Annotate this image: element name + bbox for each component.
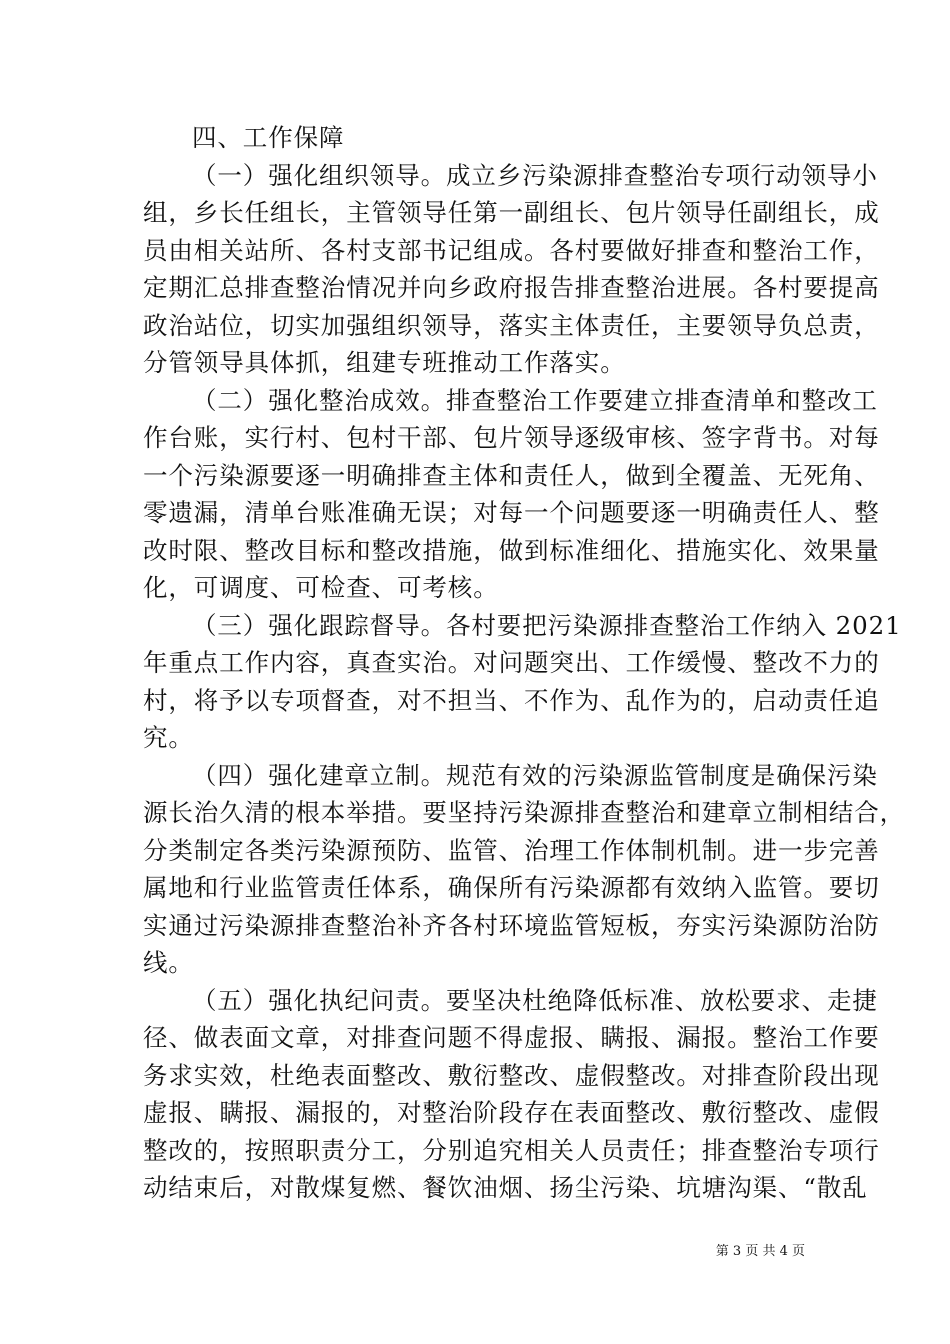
paragraph-line: 线。 (143, 948, 194, 977)
paragraph-line: （四）强化建章立制。规范有效的污染源监管制度是确保污染 (192, 760, 878, 790)
paragraph-line: 化，可调度、可检查、可考核。 (143, 573, 499, 602)
paragraph-line: 定期汇总排查整治情况并向乡政府报告排查整治进展。各村要提高 (143, 273, 880, 302)
paragraph-line: 分类制定各类污染源预防、监管、治理工作体制机制。进一步完善 (143, 835, 880, 865)
paragraph-line: 年重点工作内容，真查实治。对问题突出、工作缓慢、整改不力的 (143, 648, 880, 677)
paragraph-line: 村，将予以专项督查，对不担当、不作为、乱作为的，启动责任追 (143, 685, 880, 715)
paragraph-line: （一）强化组织领导。成立乡污染源排查整治专项行动领导小 (192, 160, 878, 190)
document-body (143, 119, 905, 1207)
paragraph-line: 动结束后，对散煤复燃、餐饮油烟、扬尘污染、坑塘沟渠、“散乱 (143, 1173, 868, 1202)
paragraph-line: 实通过污染源排查整治补齐各村环境监管短板，夯实污染源防治防 (143, 910, 880, 940)
page-number-footer: 第 3 页 共 4 页 (715, 1244, 805, 1259)
paragraph-line: （五）强化执纪问责。要坚决杜绝降低标准、放松要求、走捷 (192, 985, 878, 1015)
paragraph-line: 径、做表面文章，对排查问题不得虚报、瞒报、漏报。整治工作要 (143, 1023, 880, 1052)
paragraph-line: 整改的，按照职责分工，分别追究相关人员责任；排查整治专项行 (143, 1135, 880, 1165)
paragraph-line: （二）强化整治成效。排查整治工作要建立排查清单和整改工 (192, 385, 878, 415)
paragraph-line: 员由相关站所、各村支部书记组成。各村要做好排查和整治工作， (143, 235, 880, 265)
paragraph-line: 虚报、瞒报、漏报的，对整治阶段存在表面整改、敷衍整改、虚假 (143, 1098, 880, 1127)
paragraph-line: 零遗漏，清单台账准确无误；对每一个问题要逐一明确责任人、整 (143, 498, 880, 527)
paragraph-line: 务求实效，杜绝表面整改、敷衍整改、虚假整改。对排查阶段出现 (143, 1060, 880, 1090)
paragraph-line: 属地和行业监管责任体系，确保所有污染源都有效纳入监管。要切 (143, 873, 880, 902)
paragraph-line: 究。 (143, 723, 194, 752)
paragraph-line: 改时限、整改目标和整改措施，做到标准细化、措施实化、效果量 (143, 535, 880, 565)
paragraph-line: （三）强化跟踪督导。各村要把污染源排查整治工作纳入 2021 (192, 610, 902, 640)
paragraph-line: 组，乡长任组长，主管领导任第一副组长、包片领导任副组长，成 (143, 198, 880, 227)
paragraph-line: 源长治久清的根本举措。要坚持污染源排查整治和建章立制相结合， (143, 798, 905, 827)
paragraph-line: 政治站位，切实加强组织领导，落实主体责任，主要领导负总责， (143, 310, 880, 340)
paragraph-line: 分管领导具体抓，组建专班推动工作落实。 (143, 348, 626, 377)
section-heading: 四、工作保障 (192, 123, 345, 152)
paragraph-line: 作台账，实行村、包村干部、包片领导逐级审核、签字背书。对每 (143, 423, 880, 452)
paragraph-line: 一个污染源要逐一明确排查主体和责任人，做到全覆盖、无死角、 (143, 460, 880, 490)
